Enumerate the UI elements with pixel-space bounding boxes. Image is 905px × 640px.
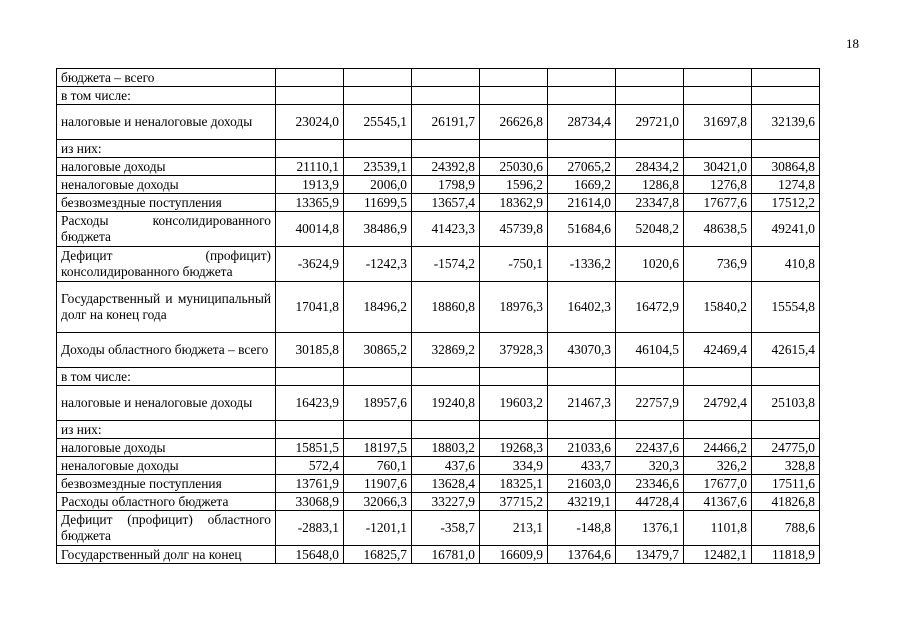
value-cell: 30185,8 <box>276 333 344 368</box>
value-cell <box>616 69 684 87</box>
value-cell: 18860,8 <box>412 282 480 333</box>
row-label: Дефицит (профицит) консолидированного бюджета <box>57 247 276 282</box>
table-row <box>57 457 820 475</box>
value-cell: 45739,8 <box>480 212 548 247</box>
row-label: безвозмездные поступления <box>57 475 276 493</box>
value-cell: 18957,6 <box>344 386 412 421</box>
value-cell: 19603,2 <box>480 386 548 421</box>
value-cell: 37715,2 <box>480 493 548 511</box>
row-label: налоговые доходы <box>57 439 276 457</box>
value-cell <box>752 87 820 105</box>
value-cell: 1376,1 <box>616 511 684 546</box>
row-label: неналоговые доходы <box>57 457 276 475</box>
value-cell: 32869,2 <box>412 333 480 368</box>
table-row <box>57 87 820 105</box>
value-cell <box>548 368 616 386</box>
value-cell: 15648,0 <box>276 546 344 564</box>
value-cell: 25030,6 <box>480 158 548 176</box>
table-row <box>57 546 820 564</box>
value-cell <box>548 421 616 439</box>
value-cell <box>548 69 616 87</box>
value-cell: 32066,3 <box>344 493 412 511</box>
value-cell <box>616 87 684 105</box>
value-cell: 17677,0 <box>684 475 752 493</box>
value-cell: 41423,3 <box>412 212 480 247</box>
value-cell: 17512,2 <box>752 194 820 212</box>
value-cell: 40014,8 <box>276 212 344 247</box>
row-label: Государственный и муниципальный долг на конец года <box>57 282 276 333</box>
value-cell: 1913,9 <box>276 176 344 194</box>
value-cell: 16423,9 <box>276 386 344 421</box>
value-cell: 17041,8 <box>276 282 344 333</box>
table-row <box>57 282 820 333</box>
value-cell: 23347,8 <box>616 194 684 212</box>
value-cell: 24466,2 <box>684 439 752 457</box>
value-cell: 2006,0 <box>344 176 412 194</box>
value-cell <box>480 140 548 158</box>
value-cell: 31697,8 <box>684 105 752 140</box>
value-cell: 437,6 <box>412 457 480 475</box>
value-cell <box>548 87 616 105</box>
value-cell: 26626,8 <box>480 105 548 140</box>
table-row <box>57 69 820 87</box>
row-label: Государственный долг на конец <box>57 546 276 564</box>
value-cell: -1201,1 <box>344 511 412 546</box>
value-cell: 11818,9 <box>752 546 820 564</box>
table-row <box>57 475 820 493</box>
value-cell: 19268,3 <box>480 439 548 457</box>
row-label: из них: <box>57 421 276 439</box>
value-cell: -750,1 <box>480 247 548 282</box>
value-cell: 13628,4 <box>412 475 480 493</box>
table-row <box>57 493 820 511</box>
value-cell: 17677,6 <box>684 194 752 212</box>
row-label: безвозмездные поступления <box>57 194 276 212</box>
value-cell: 27065,2 <box>548 158 616 176</box>
value-cell <box>752 69 820 87</box>
value-cell <box>344 69 412 87</box>
table-row <box>57 212 820 247</box>
value-cell: 433,7 <box>548 457 616 475</box>
value-cell <box>684 421 752 439</box>
value-cell: 15851,5 <box>276 439 344 457</box>
table-row <box>57 247 820 282</box>
row-label: Расходы областного бюджета <box>57 493 276 511</box>
value-cell: 13479,7 <box>616 546 684 564</box>
value-cell: 16825,7 <box>344 546 412 564</box>
value-cell: 21467,3 <box>548 386 616 421</box>
value-cell <box>276 368 344 386</box>
value-cell: 43219,1 <box>548 493 616 511</box>
value-cell: 33068,9 <box>276 493 344 511</box>
value-cell <box>412 368 480 386</box>
value-cell: 11699,5 <box>344 194 412 212</box>
row-label: Дефицит (профицит) областного бюджета <box>57 511 276 546</box>
value-cell: 41367,6 <box>684 493 752 511</box>
value-cell <box>752 421 820 439</box>
value-cell: 572,4 <box>276 457 344 475</box>
value-cell: 328,8 <box>752 457 820 475</box>
value-cell: 23346,6 <box>616 475 684 493</box>
row-label: налоговые и неналоговые доходы <box>57 386 276 421</box>
value-cell: -2883,1 <box>276 511 344 546</box>
value-cell: 18362,9 <box>480 194 548 212</box>
value-cell: 18325,1 <box>480 475 548 493</box>
value-cell: -358,7 <box>412 511 480 546</box>
value-cell <box>412 421 480 439</box>
row-label: налоговые доходы <box>57 158 276 176</box>
value-cell <box>752 140 820 158</box>
value-cell: 49241,0 <box>752 212 820 247</box>
value-cell: 13761,9 <box>276 475 344 493</box>
value-cell: 1274,8 <box>752 176 820 194</box>
value-cell: 1101,8 <box>684 511 752 546</box>
value-cell <box>480 421 548 439</box>
value-cell: 15840,2 <box>684 282 752 333</box>
table-row <box>57 439 820 457</box>
value-cell: 16472,9 <box>616 282 684 333</box>
table-row <box>57 176 820 194</box>
value-cell: 13365,9 <box>276 194 344 212</box>
value-cell <box>276 87 344 105</box>
value-cell: 12482,1 <box>684 546 752 564</box>
value-cell: -1574,2 <box>412 247 480 282</box>
value-cell: 23539,1 <box>344 158 412 176</box>
value-cell: 326,2 <box>684 457 752 475</box>
table-row <box>57 105 820 140</box>
value-cell: 25545,1 <box>344 105 412 140</box>
value-cell: 16781,0 <box>412 546 480 564</box>
value-cell <box>276 421 344 439</box>
value-cell: 16609,9 <box>480 546 548 564</box>
value-cell: 18976,3 <box>480 282 548 333</box>
value-cell <box>480 368 548 386</box>
row-label: Расходы консолидированного бюджета <box>57 212 276 247</box>
value-cell: 32139,6 <box>752 105 820 140</box>
value-cell: 25103,8 <box>752 386 820 421</box>
row-label: в том числе: <box>57 87 276 105</box>
value-cell: 1286,8 <box>616 176 684 194</box>
row-label: неналоговые доходы <box>57 176 276 194</box>
table-row <box>57 511 820 546</box>
value-cell: -148,8 <box>548 511 616 546</box>
value-cell <box>616 368 684 386</box>
table-row <box>57 368 820 386</box>
value-cell: 24775,0 <box>752 439 820 457</box>
row-label: Доходы областного бюджета – всего <box>57 333 276 368</box>
value-cell: 43070,3 <box>548 333 616 368</box>
value-cell: 21603,0 <box>548 475 616 493</box>
row-label: из них: <box>57 140 276 158</box>
value-cell: 30421,0 <box>684 158 752 176</box>
value-cell: 736,9 <box>684 247 752 282</box>
value-cell: 42615,4 <box>752 333 820 368</box>
value-cell <box>412 69 480 87</box>
value-cell: 21033,6 <box>548 439 616 457</box>
value-cell: 22757,9 <box>616 386 684 421</box>
value-cell: 52048,2 <box>616 212 684 247</box>
value-cell: 26191,7 <box>412 105 480 140</box>
value-cell <box>276 140 344 158</box>
value-cell <box>752 368 820 386</box>
value-cell: 760,1 <box>344 457 412 475</box>
value-cell: 1020,6 <box>616 247 684 282</box>
value-cell: 1596,2 <box>480 176 548 194</box>
value-cell <box>616 421 684 439</box>
value-cell: 24792,4 <box>684 386 752 421</box>
value-cell <box>344 87 412 105</box>
value-cell <box>344 421 412 439</box>
value-cell: 28734,4 <box>548 105 616 140</box>
value-cell: 48638,5 <box>684 212 752 247</box>
value-cell <box>684 69 752 87</box>
value-cell: 24392,8 <box>412 158 480 176</box>
value-cell <box>480 87 548 105</box>
table-row <box>57 158 820 176</box>
value-cell: 42469,4 <box>684 333 752 368</box>
value-cell: 30865,2 <box>344 333 412 368</box>
value-cell: 37928,3 <box>480 333 548 368</box>
value-cell: -3624,9 <box>276 247 344 282</box>
value-cell: 18803,2 <box>412 439 480 457</box>
value-cell: 41826,8 <box>752 493 820 511</box>
table-row <box>57 421 820 439</box>
value-cell <box>548 140 616 158</box>
value-cell: 30864,8 <box>752 158 820 176</box>
value-cell: 1276,8 <box>684 176 752 194</box>
value-cell: 33227,9 <box>412 493 480 511</box>
value-cell: 23024,0 <box>276 105 344 140</box>
value-cell: 13764,6 <box>548 546 616 564</box>
value-cell: 1798,9 <box>412 176 480 194</box>
page-number: 18 <box>846 36 859 51</box>
value-cell: 11907,6 <box>344 475 412 493</box>
row-label: бюджета – всего <box>57 69 276 87</box>
row-label: в том числе: <box>57 368 276 386</box>
value-cell: -1242,3 <box>344 247 412 282</box>
budget-table-body <box>57 69 820 564</box>
value-cell: 334,9 <box>480 457 548 475</box>
value-cell <box>412 140 480 158</box>
value-cell: 13657,4 <box>412 194 480 212</box>
value-cell <box>344 368 412 386</box>
value-cell: 16402,3 <box>548 282 616 333</box>
value-cell: 410,8 <box>752 247 820 282</box>
value-cell <box>616 140 684 158</box>
value-cell: 17511,6 <box>752 475 820 493</box>
value-cell <box>684 140 752 158</box>
value-cell: 15554,8 <box>752 282 820 333</box>
table-row <box>57 194 820 212</box>
table-row <box>57 140 820 158</box>
value-cell: 18496,2 <box>344 282 412 333</box>
table-row <box>57 333 820 368</box>
value-cell: 38486,9 <box>344 212 412 247</box>
value-cell <box>684 87 752 105</box>
table-row <box>57 386 820 421</box>
value-cell: 1669,2 <box>548 176 616 194</box>
value-cell: 46104,5 <box>616 333 684 368</box>
value-cell <box>480 69 548 87</box>
budget-table <box>56 68 820 564</box>
value-cell: 21110,1 <box>276 158 344 176</box>
value-cell <box>344 140 412 158</box>
row-label: налоговые и неналоговые доходы <box>57 105 276 140</box>
value-cell: 213,1 <box>480 511 548 546</box>
value-cell <box>684 368 752 386</box>
value-cell: 21614,0 <box>548 194 616 212</box>
value-cell: 51684,6 <box>548 212 616 247</box>
value-cell: 44728,4 <box>616 493 684 511</box>
value-cell: 28434,2 <box>616 158 684 176</box>
value-cell: 22437,6 <box>616 439 684 457</box>
value-cell <box>412 87 480 105</box>
value-cell: 19240,8 <box>412 386 480 421</box>
value-cell: 18197,5 <box>344 439 412 457</box>
value-cell: 29721,0 <box>616 105 684 140</box>
value-cell <box>276 69 344 87</box>
value-cell: -1336,2 <box>548 247 616 282</box>
value-cell: 788,6 <box>752 511 820 546</box>
value-cell: 320,3 <box>616 457 684 475</box>
